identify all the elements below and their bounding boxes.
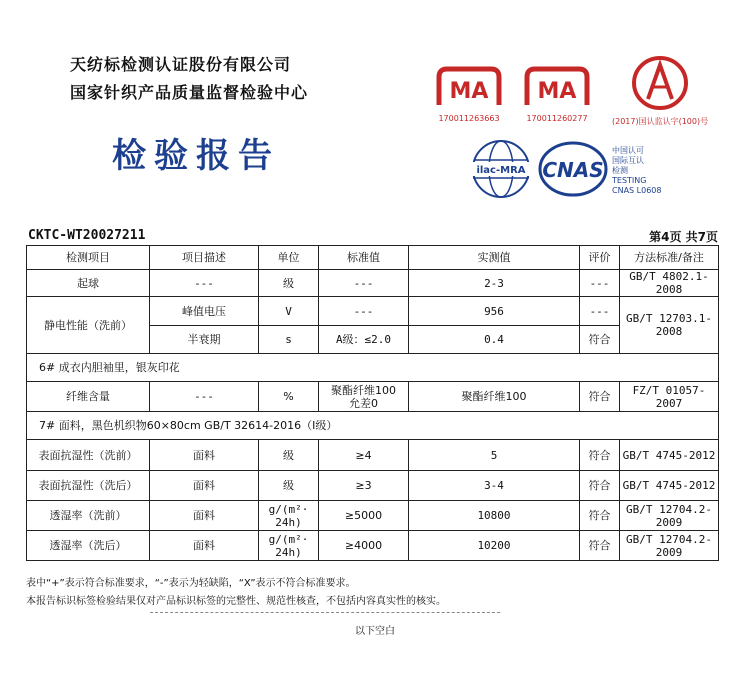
- ilac-globe-icon: [468, 138, 534, 200]
- table-row: 表面抗湿性（洗后） 面料 级 ≥3 3-4 符合 GB/T 4745-2012: [27, 471, 719, 501]
- col-header: 项目描述: [150, 246, 259, 270]
- table-row: 静电性能（洗前） 峰值电压 V --- 956 --- GB/T 12703.1-2008: [27, 297, 719, 326]
- col-header: 标准值: [319, 246, 409, 270]
- org-name: 天纺标检测认证股份有限公司: [70, 55, 292, 74]
- table-row: 起球 --- 级 --- 2-3 --- GB/T 4802.1-2008: [27, 270, 719, 297]
- cma-logo-icon: [433, 65, 505, 109]
- divider: [150, 612, 500, 613]
- cma-number-1: 170011263663: [438, 114, 500, 123]
- cnas-accreditation-text: 中国认可 国际互认 检测 TESTING CNAS L0608: [612, 146, 662, 195]
- table-row: 半衰期 s A级：≤2.0 0.4 符合: [27, 326, 719, 354]
- table-row: 表面抗湿性（洗前） 面料 级 ≥4 5 符合 GB/T 4745-2012: [27, 440, 719, 471]
- table-header-row: [27, 246, 719, 270]
- note-line: 本报告标识标签检验结果仅对产品标识标签的完整性、规范性核查，不包括内容真实性的核实。: [26, 596, 446, 607]
- cnas-logo-icon: [538, 140, 608, 198]
- col-header: 检测项目: [27, 246, 150, 270]
- cal-seal: [612, 55, 708, 127]
- results-table: [26, 245, 719, 561]
- col-header: 实测值: [409, 246, 580, 270]
- report-number: CKTC-WT20027211: [28, 228, 146, 243]
- sample-row: 7# 面料，黑色机织物60×80cm GB/T 32614-2016（Ⅰ级）: [27, 412, 719, 440]
- cal-logo-icon: [628, 55, 692, 111]
- page-indicator: 第4页 共7页: [649, 230, 718, 244]
- center-name: 国家针织产品质量监督检验中心: [70, 83, 309, 102]
- sample-row: 6# 成衣内胆袖里，银灰印花: [27, 354, 719, 382]
- svg-text:MA: MA: [449, 79, 489, 104]
- svg-text:MA: MA: [537, 79, 577, 104]
- col-header: 方法标准/备注: [620, 246, 719, 270]
- col-header: 单位: [259, 246, 319, 270]
- cnas-logo: [538, 140, 608, 202]
- cal-label: (2017)国认监认字(100)号: [612, 117, 709, 126]
- ilac-mra-logo: [468, 138, 534, 204]
- cma-number-2: 170011260277: [526, 114, 588, 123]
- cma-logo-icon: [521, 65, 593, 109]
- table-row: 透湿率（洗后） 面料 g/(m²· 24h) ≥4000 10200 符合 GB/T 12704.2-2009: [27, 531, 719, 561]
- table-row: 透湿率（洗前） 面料 g/(m²· 24h) ≥5000 10800 符合 GB/T 12704.2-2009: [27, 501, 719, 531]
- svg-text:ilac-MRA: ilac-MRA: [476, 165, 526, 176]
- col-header: 评价: [580, 246, 620, 270]
- note-line: 表中“+”表示符合标准要求，“-”表示为轻缺陷，“X”表示不符合标准要求。: [26, 578, 356, 589]
- cma-seal-2: [521, 65, 593, 123]
- report-title: 检验报告: [112, 136, 280, 176]
- blank-below-text: 以下空白: [355, 626, 395, 637]
- cma-seal-1: [433, 65, 505, 123]
- table-row: 纤维含量 --- % 聚酯纤维100 允差0 聚酯纤维100 符合 FZ/T 01057-2007: [27, 382, 719, 412]
- svg-text:CNAS: CNAS: [542, 158, 604, 182]
- notes: [26, 575, 446, 611]
